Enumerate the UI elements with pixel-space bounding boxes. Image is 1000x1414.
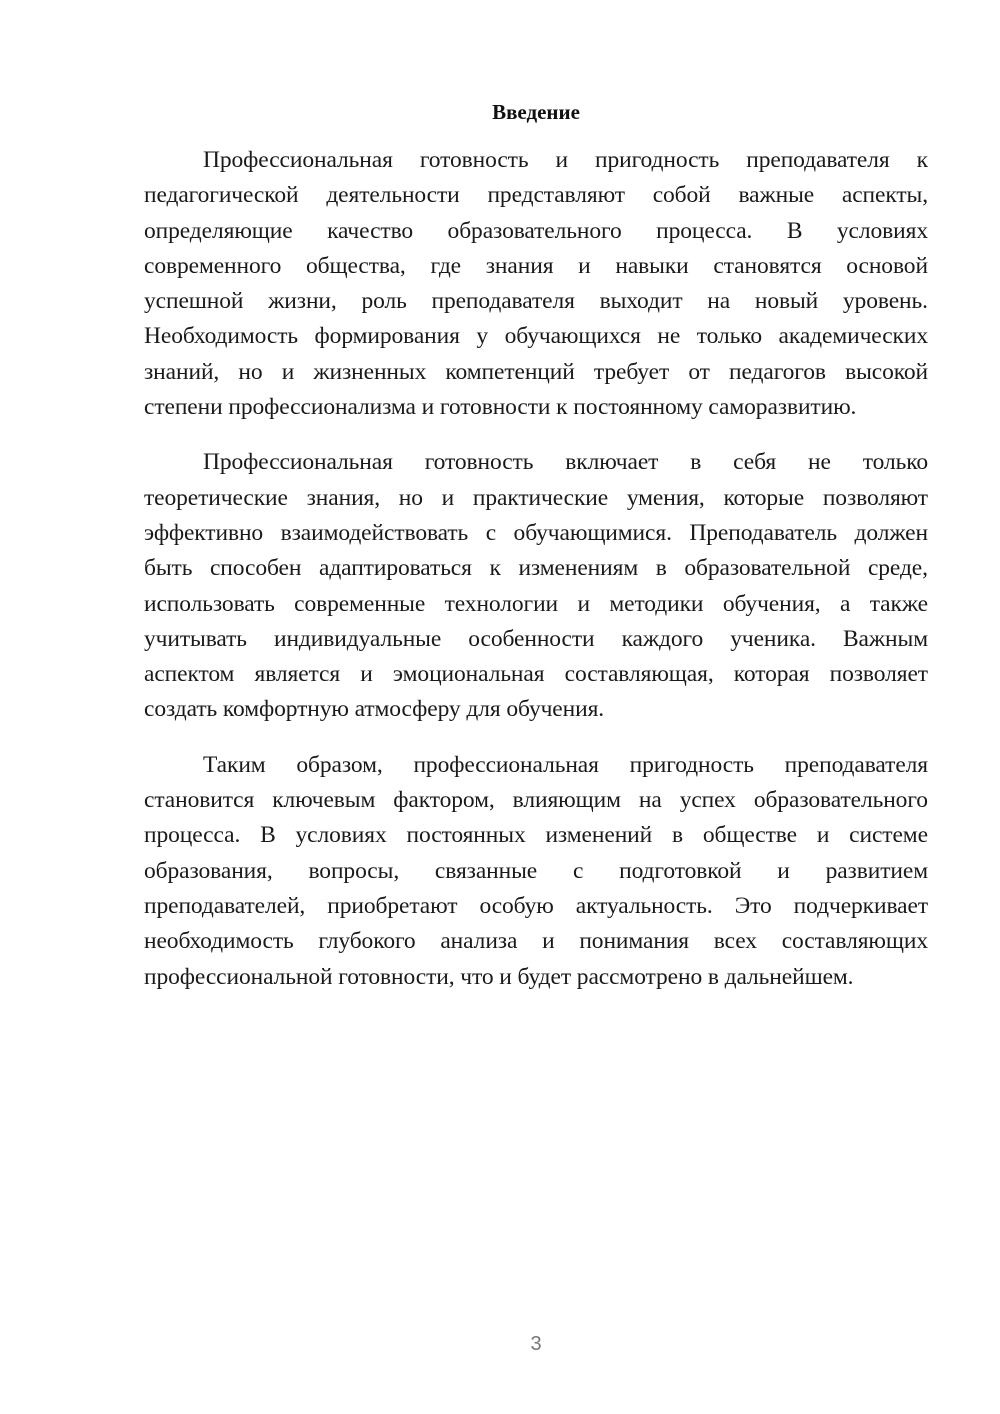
text-line: Профессиональная готовность и пригодность преподавателя к: [203, 147, 928, 173]
text-line: Необходимость формирования у обучающихся не только академических: [144, 323, 928, 350]
paragraph-2: [144, 445, 928, 727]
text-line: создать комфортную атмосферу для обучения.: [144, 696, 605, 723]
text-line: успешной жизни, роль преподавателя выходит на новый уровень.: [144, 288, 928, 315]
text-line: знаний, но и жизненных компетенций требует от педагогов высокой: [144, 358, 928, 385]
section-title: Введение: [492, 100, 580, 124]
text-line: аспектом является и эмоциональная составляющая, которая позволяет: [144, 661, 928, 688]
text-line: педагогической деятельности представляют собой важные аспекты,: [144, 182, 928, 209]
text-line: становится ключевым фактором, влияющим на успех образовательного: [144, 787, 928, 814]
text-line: теоретические знания, но и практические умения, которые позволяют: [144, 484, 928, 511]
paragraph-1: [144, 143, 928, 425]
text-line: Профессиональная готовность включает в себя не только: [203, 449, 928, 476]
text-line: процесса. В условиях постоянных изменений в обществе и системе: [144, 822, 928, 849]
text-line: профессиональной готовности, что и будет рассмотрено в дальнейшем.: [144, 963, 854, 990]
text-line: преподавателей, приобретают особую актуальность. Это подчеркивает: [144, 892, 928, 919]
paragraph-3: [144, 748, 928, 995]
text-line: степени профессионализма и готовности к постоянному саморазвитию.: [144, 394, 857, 421]
text-line: Таким образом, профессиональная пригодность преподавателя: [203, 751, 928, 778]
text-line: использовать современные технологии и методики обучения, а также: [144, 590, 928, 617]
page-number: 3: [530, 1333, 542, 1355]
text-line: необходимость глубокого анализа и понимания всех составляющих: [144, 928, 928, 955]
text-line: современного общества, где знания и навыки становятся основой: [144, 252, 928, 279]
text-line: эффективно взаимодействовать с обучающимися. Преподаватель должен: [144, 519, 928, 546]
text-line: образования, вопросы, связанные с подготовкой и развитием: [144, 857, 928, 884]
body-text: [144, 143, 928, 995]
text-line: учитывать индивидуальные особенности каждого ученика. Важным: [144, 625, 928, 652]
text-line: быть способен адаптироваться к изменениям в образовательной среде,: [144, 555, 928, 582]
text-line: определяющие качество образовательного процесса. В условиях: [144, 217, 928, 244]
